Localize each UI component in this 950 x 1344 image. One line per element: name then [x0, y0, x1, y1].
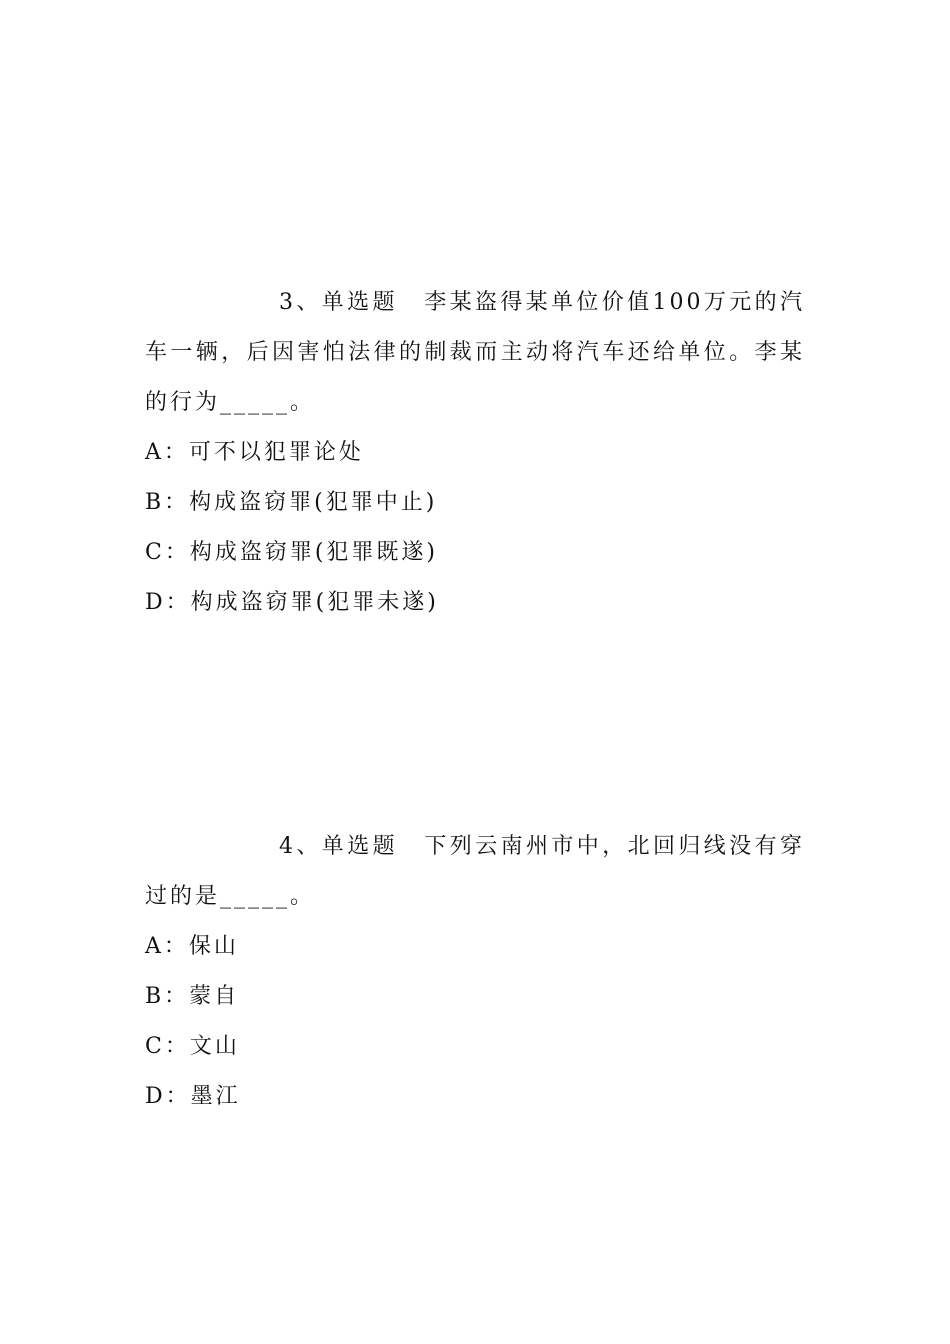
question-text: 李某盗得某单位价值100万元的汽车一辆，后因害怕法律的制裁而主动将汽车还给单位。李某的行为_____。 [145, 290, 805, 415]
option-b [145, 478, 805, 528]
option-key: B： [145, 490, 190, 515]
option-c [145, 1022, 805, 1072]
option-d [145, 1072, 805, 1122]
option-a [145, 922, 805, 972]
option-key: A： [145, 934, 189, 959]
option-key: C： [145, 540, 190, 565]
option-text: 可不以犯罪论处 [188, 440, 364, 465]
question-number: 3、 [279, 290, 322, 315]
option-d [145, 578, 805, 628]
option-key: A： [145, 440, 189, 465]
option-text: 蒙自 [189, 984, 240, 1009]
options-list [145, 922, 805, 1122]
option-key: D： [145, 1084, 191, 1109]
option-key: B： [145, 984, 190, 1009]
option-a [145, 428, 805, 478]
option-text: 保山 [188, 934, 239, 959]
question-type: 单选题 [321, 834, 398, 859]
option-text: 文山 [189, 1034, 240, 1059]
question-type: 单选题 [321, 290, 398, 315]
question-text: 下列云南州市中，北回归线没有穿过的是_____。 [145, 834, 805, 909]
question-3 [145, 278, 805, 628]
option-b [145, 972, 805, 1022]
option-text: 构成盗窃罪(犯罪既遂) [189, 540, 439, 565]
option-text: 墨江 [190, 1084, 241, 1109]
option-c [145, 528, 805, 578]
question-number: 4、 [279, 834, 322, 859]
question-4 [145, 822, 805, 1122]
option-key: C： [145, 1034, 190, 1059]
options-list [145, 428, 805, 628]
option-text: 构成盗窃罪(犯罪未遂) [190, 590, 439, 615]
option-text: 构成盗窃罪(犯罪中止) [189, 490, 438, 515]
question-stem [145, 278, 805, 428]
question-stem [145, 822, 805, 922]
option-key: D： [145, 590, 191, 615]
